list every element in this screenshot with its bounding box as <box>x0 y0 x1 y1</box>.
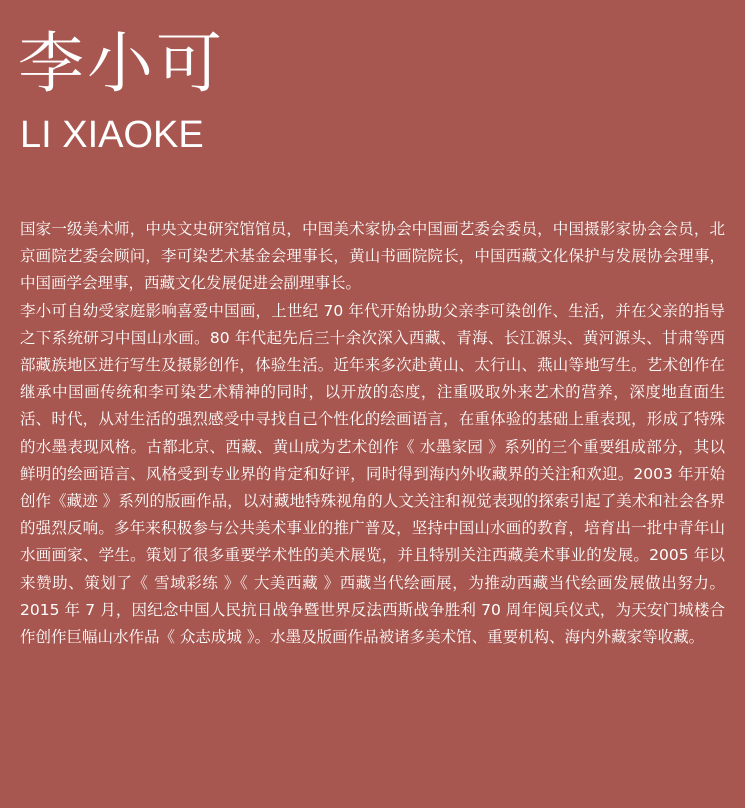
bio-description-paragraph: 李小可自幼受家庭影响喜爱中国画，上世纪 70 年代开始协助父亲李可染创作、生活，并在父亲的指导之下系统研习中国山水画。80 年代起先后三十余次深入西藏、青海、长江源头、黄河源头、甘肃等西部藏族地区进行写生及摄影创作，体验生活。近年来多次赴黄山、太行山、燕山等地写生。艺术创作在继承中国画传统和李可染艺术精神的同时，以开放的态度，注重吸取外来艺术的营养，深度地直面生活、时代，从对生活的强烈感受中寻找自己个性化的绘画语言，在重体验的基础上重表现，形成了特殊的水墨表现风格。古都北京、西藏、黄山成为艺术创作《 水墨家园 》系列的三个重要组成部分，其以鲜明的绘画语言、风格受到专业界的肯定和好评，同时得到海内外收藏界的关注和欢迎。2003 年开始创作《藏迹 》系列的版画作品，以对藏地特殊视角的人文关注和视觉表现的探索引起了美术和社会各界的强烈反响。多年来积极参与公共美术事业的推广普及，坚持中国山水画的教育，培育出一批中青年山水画画家、学生。策划了很多重要学术性的美术展览，并且特别关注西藏美术事业的发展。2005 年以来赞助、策划了《 雪域彩练 》《 大美西藏 》西藏当代绘画展，为推动西藏当代绘画发展做出努力。2015 年 7 月，因纪念中国人民抗日战争暨世界反法西斯战争胜利 70 周年阅兵仪式，为天安门城楼合作创作巨幅山水作品《 众志成城 》。水墨及版画作品被诸多美术馆、重要机构、海内外藏家等收藏。 <box>20 301 725 647</box>
bio-titles-paragraph: 国家一级美术师，中央文史研究馆馆员，中国美术家协会中国画艺委会委员，中国摄影家协会会员，北京画院艺委会顾问，李可染艺术基金会理事长，黄山书画院院长，中国西藏文化保护与发展协会理事，中国画学会理事，西藏文化发展促进会副理事长。 <box>20 220 725 293</box>
artist-name-english: LI XIAOKE <box>20 114 204 156</box>
biography <box>20 216 725 651</box>
artist-name-chinese: 李小可 <box>18 25 225 102</box>
